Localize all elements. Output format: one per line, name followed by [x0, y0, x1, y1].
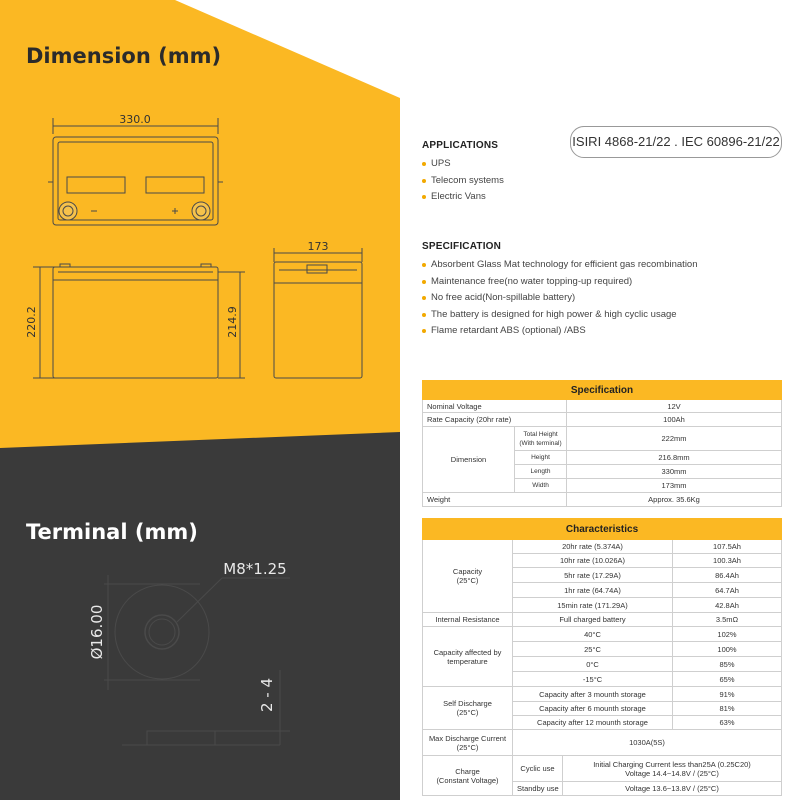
table-cell: 102% [673, 627, 782, 642]
dim-depth-label: 173 [307, 240, 329, 253]
thread-label: M8*1.25 [223, 560, 287, 578]
table-row [423, 687, 782, 702]
table-cell: 42.8Ah [673, 598, 782, 613]
table-cell: -15°C [513, 672, 673, 687]
table-cell: 81% [673, 702, 782, 716]
cell-line: Initial Charging Current less than25A (0.25C20) [593, 759, 751, 769]
standards-badge: ISIRI 4868-21/22 . IEC 60896-21/22 [570, 126, 782, 158]
table-cell: 65% [673, 672, 782, 687]
dim-total-height-label: 220.2 [25, 306, 38, 338]
table-cell: Rate Capacity (20hr rate) [423, 413, 567, 427]
table-cell: Voltage 13.6~13.8V / (25°C) [563, 782, 782, 796]
table-row [423, 627, 782, 642]
table-cell: 3.5mΩ [673, 613, 782, 627]
table-row [423, 540, 782, 554]
table-row [423, 613, 782, 627]
list-item: Flame retardant ABS (optional) /ABS [422, 323, 698, 340]
table-row [423, 730, 782, 756]
cell-line: (25°C) [456, 742, 479, 752]
cell-line: Capacity affected by [433, 647, 502, 657]
table-cell: Capacity after 12 mounth storage [513, 716, 673, 730]
table-cell: Capacity after 3 mounth storage [513, 687, 673, 702]
cell-line: Max Discharge Current [428, 733, 507, 743]
boss-height-label: 2 - 4 [258, 677, 276, 713]
cell-line: Charge [455, 766, 480, 776]
table-cell: 25°C [513, 642, 673, 657]
table-cell: Approx. 35.6Kg [567, 493, 782, 507]
cell-line: Total Height [523, 430, 558, 438]
dim-height-label: 214.9 [226, 306, 239, 338]
table-row [423, 413, 782, 427]
list-item: Maintenance free(no water topping-up required) [422, 274, 698, 291]
table-cell: 1030A(5S) [513, 730, 782, 756]
table-cell: Internal Resistance [423, 613, 513, 627]
characteristics-table [422, 518, 782, 796]
table-cell: 64.7Ah [673, 583, 782, 598]
diameter-label: Ø16.00 [88, 604, 106, 660]
table-cell: 1hr rate (64.74A) [513, 583, 673, 598]
list-item: Telecom systems [422, 173, 504, 190]
table-cell: Length [515, 465, 567, 479]
table-cell [563, 756, 782, 782]
char-table-title: Characteristics [423, 519, 782, 540]
cell-line: Voltage 14.4~14.8V / (25°C) [625, 768, 719, 778]
table-cell: 12V [567, 400, 782, 413]
table-cell [423, 687, 513, 730]
table-cell: 100.3Ah [673, 554, 782, 568]
cell-line: Capacity [452, 567, 483, 576]
cell-line: Self Discharge [443, 699, 492, 708]
table-cell: Width [515, 479, 567, 493]
table-cell: 91% [673, 687, 782, 702]
list-item: The battery is designed for high power & high cyclic usage [422, 307, 698, 324]
table-cell: 173mm [567, 479, 782, 493]
table-cell: Cyclic use [513, 756, 563, 782]
table-cell: 15min rate (171.29A) [513, 598, 673, 613]
side-view-drawing [274, 248, 362, 378]
table-cell: 10hr rate (10.026A) [513, 554, 673, 568]
applications-heading: APPLICATIONS [422, 140, 499, 151]
list-item: Absorbent Glass Mat technology for efficient gas recombination [422, 257, 698, 274]
table-cell: 107.5Ah [673, 540, 782, 554]
specification-heading: SPECIFICATION [422, 241, 502, 252]
applications-list [422, 156, 504, 206]
top-view-drawing [48, 118, 223, 225]
spec-panel [400, 0, 803, 800]
table-cell: 0°C [513, 657, 673, 672]
table-cell: Weight [423, 493, 567, 507]
cell-line: temperature [447, 656, 488, 666]
table-cell: 216.8mm [567, 451, 782, 465]
technical-drawings [0, 0, 400, 800]
dimension-panel [0, 0, 400, 800]
table-row [423, 493, 782, 507]
dimension-title: Dimension (mm) [26, 44, 222, 68]
table-cell: Dimension [423, 427, 515, 493]
spec-table-title: Specification [423, 381, 782, 400]
table-cell: Nominal Voltage [423, 400, 567, 413]
table-cell: 100% [673, 642, 782, 657]
table-cell: 86.4Ah [673, 568, 782, 583]
table-cell: 85% [673, 657, 782, 672]
table-cell [423, 730, 513, 756]
table-cell: 100Ah [567, 413, 782, 427]
table-cell: 5hr rate (17.29A) [513, 568, 673, 583]
table-cell [515, 427, 567, 451]
list-item: No free acid(Non-spillable battery) [422, 290, 698, 307]
table-cell: 222mm [567, 427, 782, 451]
cell-line: (With terminal) [519, 439, 562, 447]
dim-width-label: 330.0 [119, 113, 151, 126]
table-cell: 20hr rate (5.374A) [513, 540, 673, 554]
front-view-drawing [33, 264, 245, 378]
specification-list [422, 257, 698, 340]
table-cell [423, 540, 513, 613]
cell-line: (25°C) [456, 708, 479, 717]
table-cell: Capacity after 6 mounth storage [513, 702, 673, 716]
list-item: Electric Vans [422, 189, 504, 206]
table-cell: Height [515, 451, 567, 465]
table-cell: Full charged battery [513, 613, 673, 627]
table-row [423, 756, 782, 782]
specification-table [422, 380, 782, 507]
terminal-top-drawing [104, 575, 290, 690]
terminal-title: Terminal (mm) [26, 520, 198, 544]
table-cell: 330mm [567, 465, 782, 479]
table-cell: 40°C [513, 627, 673, 642]
table-cell: Standby use [513, 782, 563, 796]
table-cell [423, 627, 513, 687]
table-cell [423, 756, 513, 796]
table-cell: 63% [673, 716, 782, 730]
table-row [423, 427, 782, 451]
cell-line: (Constant Voltage) [436, 775, 499, 785]
cell-line: (25°C) [456, 576, 479, 585]
list-item: UPS [422, 156, 504, 173]
table-row [423, 400, 782, 413]
